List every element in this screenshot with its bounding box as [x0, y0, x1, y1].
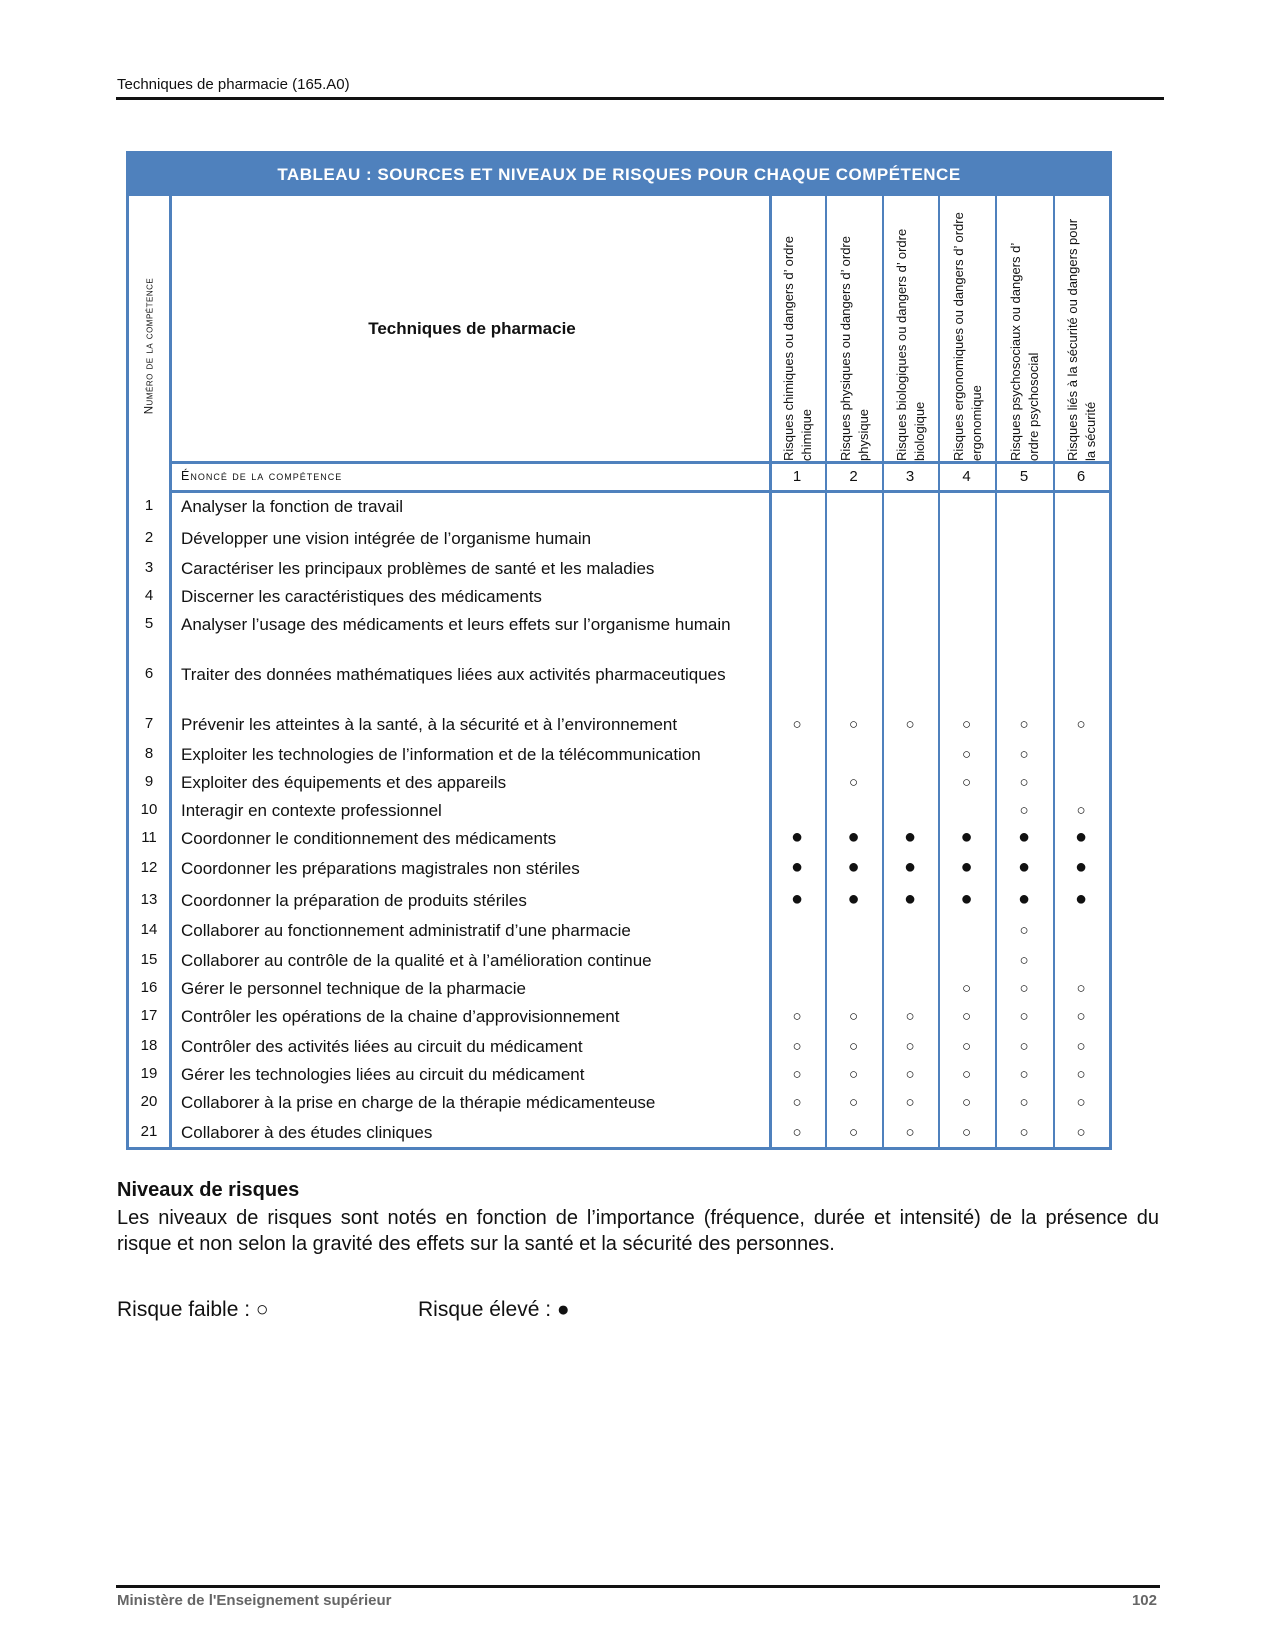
low-risk-mark: ○	[848, 1066, 859, 1083]
risk-column-number: 2	[849, 467, 858, 485]
competence-statement: Coordonner les préparations magistrales non stériles	[181, 859, 580, 878]
competence-statement: Exploiter des équipements et des appareils	[181, 773, 507, 792]
risk-column-label: Risques chimiques ou dangers d’ ordre chimique	[781, 236, 814, 461]
competence-statement: Exploiter les technologies de l’information et de la télécommunication	[181, 745, 701, 764]
header-rule	[116, 97, 1164, 100]
low-risk-mark: ○	[905, 1008, 915, 1025]
competence-number: 13	[140, 891, 158, 908]
competence-number: 19	[140, 1065, 158, 1082]
low-risk-mark: ○	[1076, 1008, 1086, 1025]
table-row	[129, 661, 1109, 711]
table-row	[129, 797, 1109, 825]
low-risk-mark: ○	[848, 1008, 859, 1025]
table-row	[129, 825, 1109, 855]
risk-column-number: 4	[962, 467, 971, 485]
competence-statement: Collaborer à des études cliniques	[181, 1123, 433, 1142]
table-row	[129, 555, 1109, 583]
low-risk-mark: ○	[1076, 802, 1086, 819]
table-row	[129, 917, 1109, 947]
risk-column-header	[772, 199, 824, 461]
low-risk-mark: ○	[905, 1066, 915, 1083]
low-risk-mark: ○	[905, 1094, 915, 1111]
low-risk-mark: ○	[848, 1094, 859, 1111]
risk-column-number: 1	[792, 467, 802, 485]
high-risk-mark: ●	[790, 826, 804, 848]
low-risk-mark: ○	[905, 716, 915, 733]
low-risk-mark: ○	[848, 716, 859, 733]
risk-column-header	[885, 199, 937, 461]
low-risk-mark: ○	[792, 1066, 802, 1083]
table-row	[129, 947, 1109, 975]
low-risk-mark: ○	[1076, 980, 1086, 997]
running-header: Techniques de pharmacie (165.A0)	[117, 76, 350, 93]
risk-column-header	[998, 199, 1052, 461]
low-risk-mark: ○	[1019, 952, 1029, 969]
low-risk-mark: ○	[1076, 716, 1086, 733]
high-risk-mark: ●	[1017, 826, 1031, 848]
program-title: Techniques de pharmacie	[368, 318, 576, 338]
risk-table	[126, 151, 1112, 1150]
table-row	[129, 975, 1109, 1003]
risk-column-number: 3	[905, 467, 915, 485]
high-risk-mark: ●	[903, 856, 917, 878]
low-risk-mark: ○	[1019, 922, 1029, 939]
low-risk-mark: ○	[1019, 1094, 1029, 1111]
high-risk-mark: ●	[903, 826, 917, 848]
low-risk-mark: ○	[1076, 1094, 1086, 1111]
risk-column-header	[1056, 199, 1108, 461]
risk-column-label: Risques liés à la sécurité ou dangers pour la sécurité	[1065, 218, 1098, 461]
high-risk-mark: ●	[1074, 826, 1088, 848]
low-risk-mark: ○	[961, 980, 972, 997]
high-risk-mark: ●	[960, 888, 973, 910]
competence-statement: Collaborer au contrôle de la qualité et à l’amélioration continue	[181, 951, 652, 970]
competence-number: 3	[144, 559, 154, 576]
risk-column-number: 6	[1076, 467, 1086, 485]
low-risk-mark: ○	[961, 774, 972, 791]
statement-column-header: Énoncé de la compétence	[181, 469, 343, 483]
competence-statement: Gérer les technologies liées au circuit du médicament	[181, 1065, 585, 1084]
high-risk-mark: ●	[847, 888, 860, 910]
table-row	[129, 741, 1109, 769]
low-risk-mark: ○	[1019, 1124, 1029, 1141]
competence-number: 4	[144, 587, 154, 604]
competence-number: 8	[144, 745, 154, 762]
competence-statement: Collaborer à la prise en charge de la thérapie médicamenteuse	[181, 1093, 656, 1112]
low-risk-mark: ○	[848, 774, 859, 791]
table-row	[129, 583, 1109, 611]
low-risk-mark: ○	[961, 1008, 972, 1025]
competence-statement: Gérer le personnel technique de la pharmacie	[181, 979, 526, 998]
competence-number: 2	[144, 529, 154, 546]
table-row	[129, 1089, 1109, 1119]
low-risk-mark: ○	[848, 1124, 859, 1141]
low-risk-mark: ○	[1019, 1038, 1029, 1055]
competence-number: 21	[140, 1123, 158, 1140]
table-row	[129, 855, 1109, 887]
competence-statement: Développer une vision intégrée de l’organisme humain	[181, 529, 592, 548]
low-risk-mark: ○	[1019, 980, 1029, 997]
low-risk-mark: ○	[905, 1038, 915, 1055]
high-risk-mark: ●	[1074, 856, 1088, 878]
competence-number: 14	[140, 921, 158, 938]
high-risk-mark: ●	[903, 888, 917, 910]
competence-number: 11	[141, 829, 157, 846]
competence-statement: Caractériser les principaux problèmes de santé et les maladies	[181, 559, 655, 578]
footer-rule	[116, 1585, 1160, 1588]
low-risk-mark: ○	[1019, 774, 1029, 791]
competence-number: 5	[144, 615, 154, 632]
low-risk-mark: ○	[961, 716, 972, 733]
risk-column-label: Risques biologiques ou dangers d’ ordre biologique	[894, 228, 927, 461]
table-row	[129, 887, 1109, 917]
low-risk-mark: ○	[1019, 716, 1029, 733]
high-risk-mark: ●	[790, 856, 804, 878]
table-row	[129, 611, 1109, 661]
low-risk-mark: ○	[1076, 1124, 1086, 1141]
competence-number: 17	[140, 1007, 158, 1024]
competence-statement: Discerner les caractéristiques des médicaments	[181, 587, 542, 606]
low-risk-mark: ○	[961, 1038, 972, 1055]
table-title: TABLEAU : SOURCES ET NIVEAUX DE RISQUES POUR CHAQUE COMPÉTENCE	[129, 154, 1109, 196]
high-risk-mark: ●	[790, 888, 804, 910]
competence-number: 18	[140, 1037, 158, 1054]
low-risk-mark: ○	[961, 1094, 972, 1111]
high-risk-mark: ●	[847, 826, 860, 848]
table-row	[129, 711, 1109, 741]
legend-low-risk: Risque faible : ○	[117, 1298, 269, 1321]
risk-column-label: Risques ergonomiques ou dangers d’ ordre ergonomique	[950, 212, 984, 461]
low-risk-mark: ○	[961, 1124, 972, 1141]
table-row	[129, 1061, 1109, 1089]
low-risk-mark: ○	[792, 716, 802, 733]
risk-column-number: 5	[1019, 467, 1029, 485]
high-risk-mark: ●	[1074, 888, 1088, 910]
competence-statement: Contrôler les opérations de la chaine d’approvisionnement	[181, 1007, 620, 1026]
competence-number: 10	[140, 801, 158, 818]
low-risk-mark: ○	[792, 1008, 802, 1025]
number-column-header	[129, 196, 169, 496]
low-risk-mark: ○	[1076, 1038, 1086, 1055]
table-row	[129, 1033, 1109, 1061]
footer-ministry: Ministère de l'Enseignement supérieur	[117, 1592, 392, 1609]
competence-number: 20	[140, 1093, 158, 1110]
high-risk-mark: ●	[1017, 856, 1031, 878]
table-row	[129, 525, 1109, 555]
low-risk-mark: ○	[905, 1124, 915, 1141]
low-risk-mark: ○	[848, 1038, 859, 1055]
table-row	[129, 769, 1109, 797]
competence-number: 9	[144, 773, 154, 790]
competence-statement: Coordonner la préparation de produits stériles	[181, 891, 527, 910]
page-number: 102	[1131, 1592, 1157, 1609]
competence-statement: Traiter des données mathématiques liées aux activités pharmaceutiques	[181, 665, 726, 684]
risk-levels-text: Les niveaux de risques sont notés en fonction de l’importance (fréquence, durée et intensité) de la présence du risque et non selon la gravité des effets sur la santé et la sécurité des personnes.	[117, 1207, 1159, 1255]
legend-high-risk: Risque élevé : ●	[418, 1298, 570, 1321]
competence-number: 15	[140, 951, 158, 968]
risk-column-label: Risques psychosociaux ou dangers d’ ordre psychosocial	[1008, 243, 1041, 461]
table-row	[129, 1119, 1109, 1149]
low-risk-mark: ○	[1019, 746, 1029, 763]
low-risk-mark: ○	[792, 1094, 802, 1111]
low-risk-mark: ○	[792, 1124, 802, 1141]
low-risk-mark: ○	[961, 746, 972, 763]
low-risk-mark: ○	[792, 1038, 802, 1055]
competence-statement: Collaborer au fonctionnement administratif d’une pharmacie	[181, 921, 631, 940]
competence-statement: Prévenir les atteintes à la santé, à la sécurité et à l’environnement	[181, 715, 678, 734]
competence-statement: Coordonner le conditionnement des médicaments	[181, 829, 557, 848]
competence-number: 16	[140, 979, 158, 996]
high-risk-mark: ●	[960, 826, 973, 848]
low-risk-mark: ○	[1076, 1066, 1086, 1083]
competence-number: 6	[144, 665, 154, 682]
competence-statement: Contrôler des activités liées au circuit du médicament	[181, 1037, 583, 1056]
competence-number: 1	[144, 497, 154, 514]
competence-number: 12	[140, 859, 158, 876]
high-risk-mark: ●	[1017, 888, 1031, 910]
low-risk-mark: ○	[1019, 1066, 1029, 1083]
risk-column-label: Risques physiques ou dangers d’ ordre physique	[837, 236, 871, 461]
competence-number: 7	[144, 715, 154, 732]
low-risk-mark: ○	[961, 1066, 972, 1083]
high-risk-mark: ●	[847, 856, 860, 878]
low-risk-mark: ○	[1019, 802, 1029, 819]
competence-statement: Interagir en contexte professionnel	[181, 801, 442, 820]
risk-column-header	[941, 199, 994, 461]
competence-statement: Analyser l’usage des médicaments et leurs effets sur l’organisme humain	[181, 615, 731, 634]
table-row	[129, 493, 1109, 525]
risk-levels-title: Niveaux de risques	[117, 1179, 300, 1201]
high-risk-mark: ●	[960, 856, 973, 878]
number-column-header-label: Numéro de la compétence	[143, 277, 156, 415]
competence-statement: Analyser la fonction de travail	[181, 497, 404, 516]
risk-column-header	[828, 199, 881, 461]
low-risk-mark: ○	[1019, 1008, 1029, 1025]
table-row	[129, 1003, 1109, 1033]
